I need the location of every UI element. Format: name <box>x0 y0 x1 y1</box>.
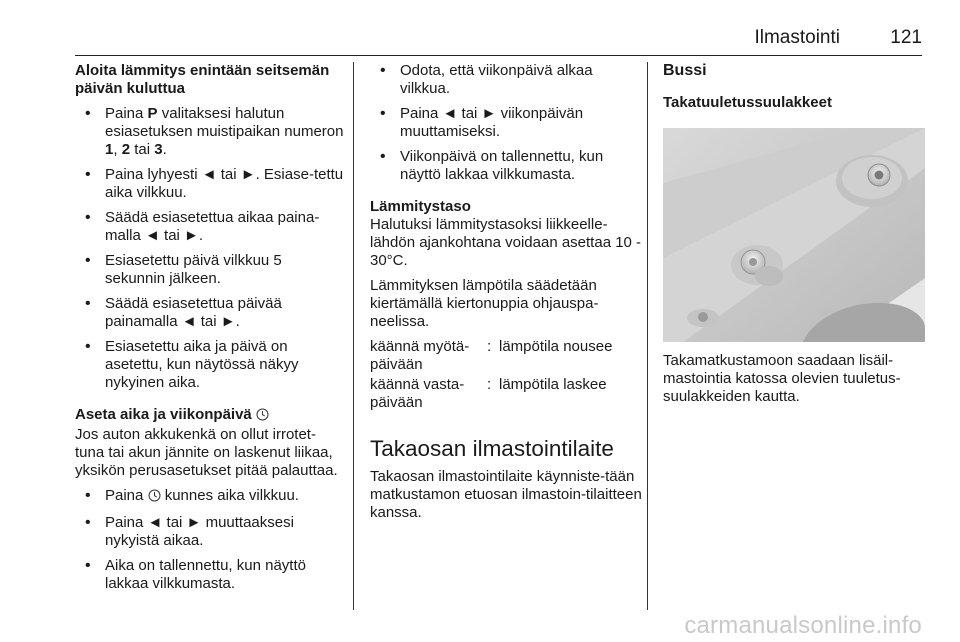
heading-bus: Bussi <box>663 62 707 79</box>
column-2 <box>370 62 642 522</box>
photo-caption: Takamatkustamoon saadaan lisäil-mastointia katossa olevien tuuletus-suulakkeiden kautta. <box>663 352 901 405</box>
heading-start-heating: Aloita lämmitys enintään seitsemän päivän kuluttua <box>75 62 330 97</box>
weekday-steps-list <box>370 62 642 184</box>
list-item: • Viikonpäivä on tallennettu, kun näyttö lakkaa vilkkumasta. <box>370 148 642 184</box>
column-1 <box>75 62 345 593</box>
heading-heating-level: Lämmitystaso <box>370 198 471 215</box>
list-item: • Paina ◄ tai ► viikonpäivän muuttamiseksi. <box>370 105 642 141</box>
watermark: carmanualsonline.info <box>684 612 922 639</box>
page-number: 121 <box>890 27 922 48</box>
list-item: • Odota, että viikonpäivä alkaa vilkkua. <box>370 62 642 98</box>
section-heading-rear-ac: Takaosan ilmastointilaite <box>370 436 614 461</box>
list-item: • Aika on tallennettu, kun näyttö lakkaa vilkkumasta. <box>75 557 345 593</box>
reset-paragraph: Jos auton akkukenkä on ollut irrotet-tuna tai akun jännite on laskenut liikaa, yksikön perusasetukset pitää palauttaa. <box>75 426 338 479</box>
column-divider-1 <box>353 62 354 610</box>
table-row: käännä myötä-päivään : lämpötila nousee <box>370 338 613 373</box>
list-item: • Paina ◄ tai ► muuttaaksesi nykyistä aikaa. <box>75 514 345 550</box>
list-item: • Säädä esiasetettua aikaa paina-malla ◄ tai ►. <box>75 209 345 245</box>
list-item: • Esiasetettu päivä vilkkuu 5 sekunnin jälkeen. <box>75 252 345 288</box>
rear-vents-photo <box>663 128 925 342</box>
subheading-rear-vents: Takatuuletussuulakkeet <box>663 94 832 111</box>
list-item: • Paina P valitaksesi halutun esiasetuksen muistipaikan numeron 1, 2 tai 3. <box>75 105 345 159</box>
clock-icon <box>256 408 269 426</box>
column-3 <box>663 62 925 406</box>
heating-steps-list <box>75 105 345 392</box>
list-item: • Esiasetettu aika ja päivä on asetettu, kun näytössä näkyy nykyinen aika. <box>75 338 345 392</box>
heating-temp-paragraph: Lämmityksen lämpötila säädetään kiertämällä kiertonuppia ohjauspa-neelissa. <box>370 277 599 330</box>
clock-icon <box>148 489 161 507</box>
column-divider-2 <box>647 62 648 610</box>
heading-set-time-day: Aseta aika ja viikonpäivä <box>75 406 345 426</box>
set-time-list <box>75 487 345 593</box>
knob-table <box>370 338 642 412</box>
list-item: • Paina kunnes aika vilkkuu. <box>75 487 345 507</box>
list-item: • Paina lyhyesti ◄ tai ►. Esiase-tettu aika vilkkuu. <box>75 166 345 202</box>
list-item: • Säädä esiasetettua päivää painamalla ◄ tai ►. <box>75 295 345 331</box>
table-row: käännä vasta-päivään : lämpötila laskee <box>370 376 607 411</box>
page-header-title: Ilmastointi <box>754 27 840 48</box>
rear-ac-paragraph: Takaosan ilmastointilaite käynniste-tään matkustamon etuosan ilmastoin-tilaitteen kanssa. <box>370 468 642 521</box>
heating-level-paragraph: Halutuksi lämmitystasoksi liikkeelle-lähdön ajankohtana voidaan asettaa 10 - 30°C. <box>370 216 642 269</box>
header-divider <box>75 55 922 56</box>
